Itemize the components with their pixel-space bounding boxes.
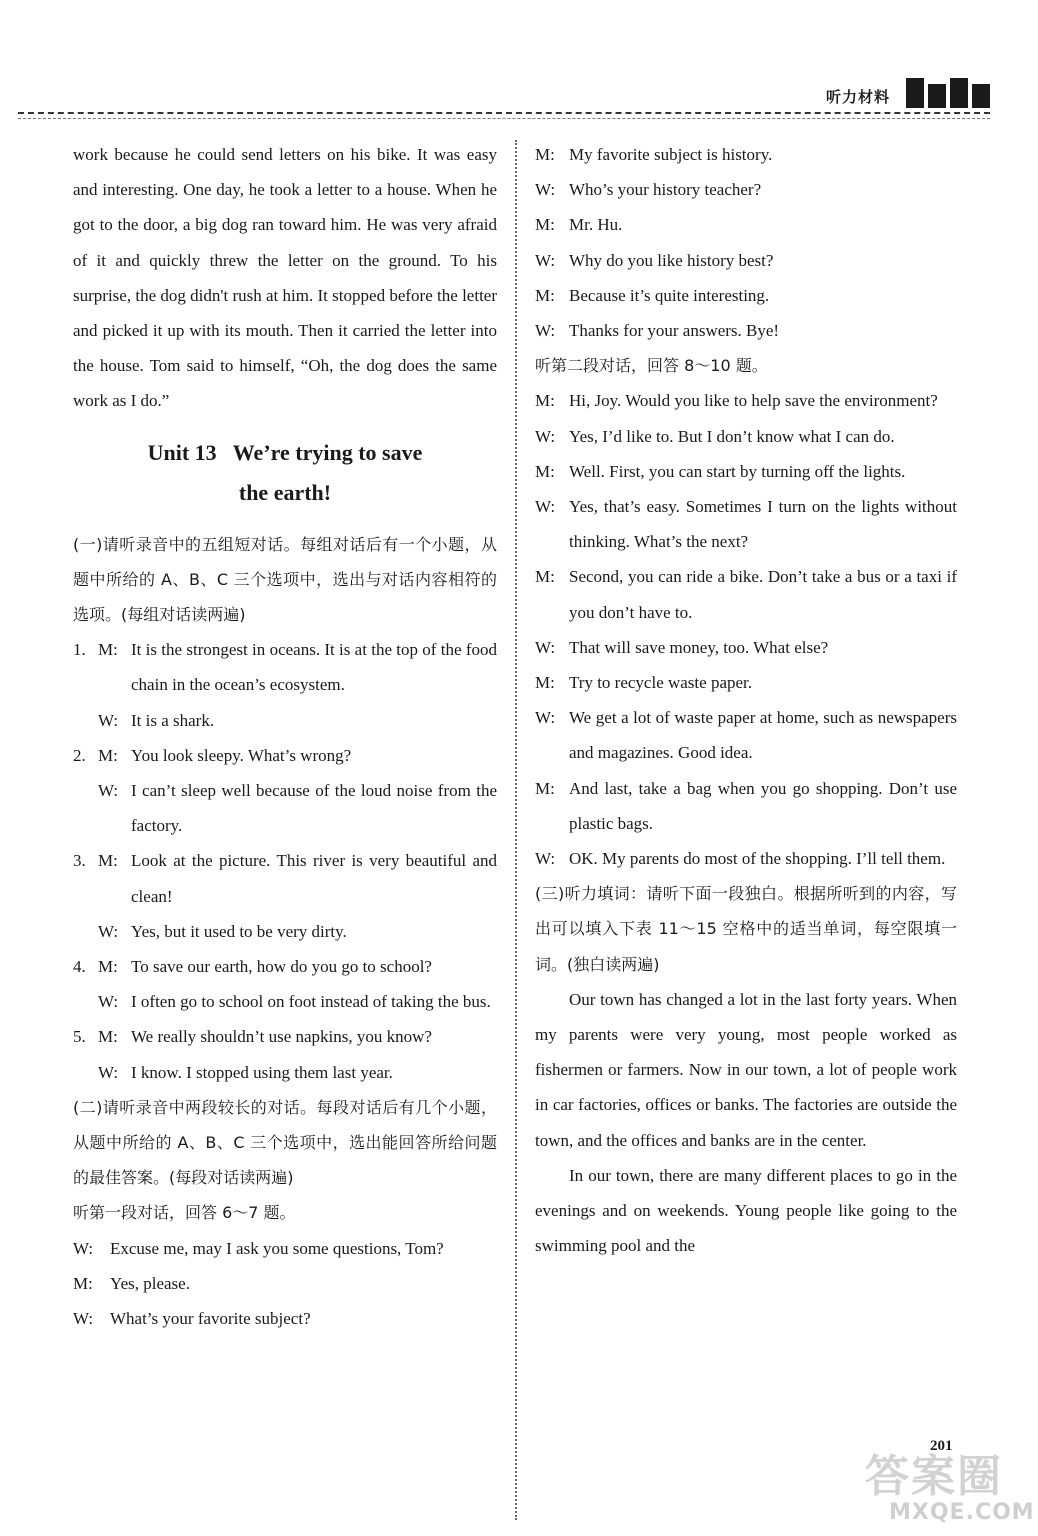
dialogue-line: W: What’s your favorite subject? [73,1309,311,1329]
dialogue-line: M: Yes, please. [73,1273,190,1293]
monologue-paragraph-1: Our town has changed a lot in the last forty years. When my parents were very young, most people worked as fishermen or farmers. Now in our town, a lot of people work in car factories, offices or banks. The factories are outside the town, and the offices and banks are in the center. [535,989,957,1150]
dialogue-line: M: Try to recycle waste paper. [535,673,753,693]
header-rule [18,112,990,114]
dialogue-line: W: Yes, that’s easy. Sometimes I turn on the lights without thinking. What’s the next? [535,497,957,552]
list-item: 5. M: We really shouldn’t use napkins, you know? [73,1027,432,1047]
right-column [535,137,957,1264]
section2-instructions: (二)请听录音中两段较长的对话。每段对话后有几个小题，从题中所给的 A、B、C 三个选项中，选出能回答所给问题的最佳答案。(每段对话读两遍) [73,1097,497,1188]
list-item-line: W: I know. I stopped using them last year. [98,1062,393,1082]
header-decoration [906,78,990,108]
left-column [73,137,497,1336]
unit-title [73,433,497,513]
dialogue-line: W: Who’s your history teacher? [535,180,762,200]
dialogue-line: W: Why do you like history best? [535,250,774,270]
column-divider [515,140,517,1520]
section3-instructions: (三)听力填词：请听下面一段独白。根据所听到的内容，写出可以填入下表 11～15 空格中的适当单词，每空限填一词。(独白读两遍) [535,884,957,974]
dialogue1-heading: 听第一段对话，回答 6～7 题。 [73,1203,296,1223]
list-item-line: W: I often go to school on foot instead of taking the bus. [98,992,491,1012]
header-title: 听力材料 [825,88,890,106]
watermark-logo [855,1440,1035,1528]
dialogue-line: M: Because it’s quite interesting. [535,285,770,305]
dialogue-line: M: Well. First, you can start by turning off the lights. [535,461,906,481]
page-number: 201 [930,1438,953,1454]
dialogue-line: W: That will save money, too. What else? [535,637,829,657]
dialogue-line: W: Thanks for your answers. Bye! [535,321,780,341]
list-item-line: W: Yes, but it used to be very dirty. [98,921,347,941]
unit-title-line1: Unit 13 We’re trying to save [147,439,423,465]
list-item-line: W: It is a shark. [98,710,215,730]
dialogue2 [535,383,957,876]
dialogue-line: W: OK. My parents do most of the shopping. I’ll tell them. [535,849,946,869]
list-item: 3. M: Look at the picture. This river is very beautiful and clean! [73,851,497,906]
unit-title-line2: the earth! [238,479,332,505]
dialogue-line: W: We get a lot of waste paper at home, such as newspapers and magazines. Good idea. [535,708,957,763]
list-item: 1. M: It is the strongest in oceans. It is at the top of the food chain in the ocean’s ecosystem. [73,640,497,695]
page-header [0,0,1038,125]
story-paragraph: work because he could send letters on his bike. It was easy and interesting. One day, he took a letter to a house. When he got to the door, a big dog ran toward him. He was very afraid of it and quickly threw the letter on the ground. To his surprise, the dog didn't rush at him. It stopped before the letter and picked it up with its mouth. Then it carried the letter into the house. Tom said to himself, “Oh, the dog does the same work as I do.” [73,145,497,411]
watermark-top: 答案圈 [865,1451,1003,1502]
dialogue-line: M: And last, take a bag when you go shopping. Don’t use plastic bags. [535,778,957,833]
short-dialogue-list [73,632,497,1090]
dialogue-line: M: My favorite subject is history. [535,145,773,164]
header-rule-secondary [18,118,990,119]
dialogue-line: W: Excuse me, may I ask you some questions, Tom? [73,1238,444,1258]
dialogue-line: M: Mr. Hu. [535,215,623,235]
dialogue-line: M: Second, you can ride a bike. Don’t take a bus or a taxi if you don’t have to. [535,567,957,622]
watermark-bottom: MXQE.COM [889,1500,1035,1525]
dialogue1-continued [535,137,957,348]
section1-instructions: (一)请听录音中的五组短对话。每组对话后有一个小题，从题中所给的 A、B、C 三个选项中，选出与对话内容相符的选项。(每组对话读两遍) [73,534,497,625]
list-item-line: W: I can’t sleep well because of the loud noise from the factory. [98,781,497,836]
dialogue1 [73,1231,497,1337]
dialogue-line: M: Hi, Joy. Would you like to help save the environment? [535,391,938,411]
list-item: 4. M: To save our earth, how do you go to school? [73,957,432,977]
dialogue-line: W: Yes, I’d like to. But I don’t know what I can do. [535,426,895,446]
monologue-paragraph-2: In our town, there are many different places to go in the evenings and on weekends. Young people like going to the swimming pool and the [535,1165,957,1256]
list-item: 2. M: You look sleepy. What’s wrong? [73,745,352,765]
dialogue2-heading: 听第二段对话，回答 8～10 题。 [535,356,768,376]
